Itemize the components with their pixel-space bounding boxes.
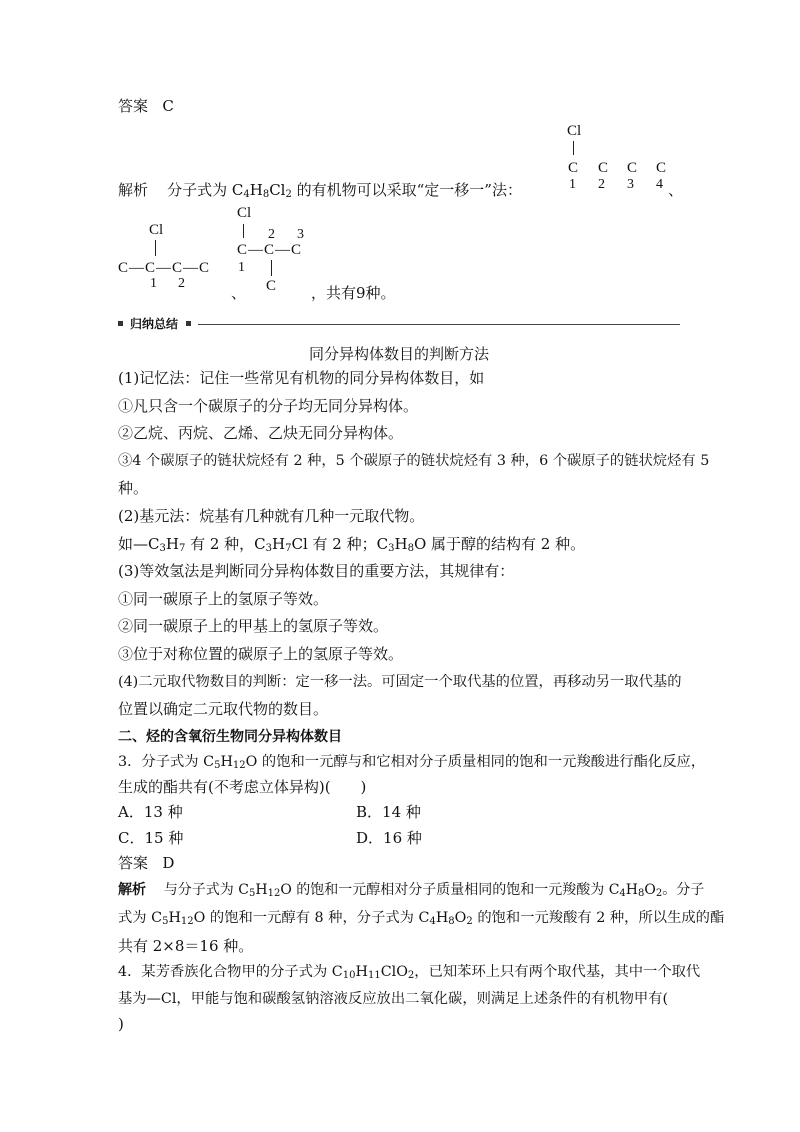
carbon-atom: C	[627, 160, 638, 176]
subscript: 3	[265, 543, 273, 554]
subscript: 12	[180, 916, 194, 927]
subscript: 8	[638, 888, 645, 899]
text-span: H	[165, 535, 179, 553]
subscript: 8	[448, 916, 455, 927]
summary-line: (4)二元取代物数目的判断：定一移一法。可固定一个取代基的位置，再移动另一取代基的	[118, 674, 682, 690]
analysis-text: H	[249, 181, 263, 199]
position-number: 4	[656, 177, 663, 192]
bond-line	[155, 240, 156, 256]
bond-line	[573, 141, 574, 155]
text-span: 如—C	[118, 535, 160, 553]
text-span: 有 2 种，C	[185, 535, 266, 553]
question-4-line: 基为—Cl，甲能与饱和碳酸氢钠溶液反应放出二氧化碳，则满足上述条件的有机物甲有(	[118, 991, 669, 1007]
text-span: 式为 C	[118, 910, 163, 926]
text-span: 的饱和一元羧酸有 2 种，所以生成的酯	[472, 910, 725, 926]
subscript: 5	[248, 888, 256, 899]
option-c: C．15 种	[118, 829, 184, 847]
subscript: 3	[388, 543, 395, 554]
text-span: 与分子式为 C	[163, 882, 249, 898]
subscript: 12	[232, 760, 246, 771]
question-4-line: )	[118, 1015, 124, 1033]
summary-line: 种。	[118, 479, 149, 497]
subscript: 8	[262, 189, 270, 200]
summary-line: ①凡只含一个碳原子的分子均无同分异构体。	[118, 397, 419, 415]
carbon-chain: C—C—C	[237, 242, 303, 258]
separator: 、	[231, 284, 247, 302]
text-span: 。分子	[662, 882, 705, 898]
text-span: O 的饱和一元醇相对分子质量相同的饱和一元羧酸为 C	[280, 882, 620, 898]
summary-line: ②乙烷、丙烷、乙烯、乙炔无同分异构体。	[118, 424, 404, 442]
summary-line: (1)记忆法：记住一些常见有机物的同分异构体数目，如	[118, 369, 485, 387]
answer-value: C	[162, 97, 174, 115]
subscript: 2	[466, 916, 473, 927]
answer-line	[118, 853, 174, 873]
analysis-text: 的有机物可以采取“定一移一”法：	[291, 181, 522, 199]
summary-line: (2)基元法：烷基有几种就有几种一元取代物。	[118, 507, 425, 525]
answer-value: D	[162, 854, 175, 872]
text-span: ClO	[380, 964, 408, 980]
text-span: H	[435, 910, 449, 926]
subscript: 7	[285, 543, 292, 554]
summary-line: (3)等效氢法是判断同分异构体数目的重要方法，其规律有：	[118, 562, 515, 580]
carbon-atom: C	[568, 160, 579, 176]
section-heading: 二、烃的含氧衍生物同分异构体数目	[118, 729, 342, 745]
text-span: 4．某芳香族化合物甲的分子式为 C	[118, 964, 343, 980]
text-span: ，已知苯环上只有两个取代基，其中一个取代	[414, 964, 701, 980]
position-number: 3	[627, 177, 634, 192]
analysis-label: 解析	[118, 181, 149, 199]
analysis-label: 解析	[118, 882, 146, 898]
text-span: 3．分子式为 C	[118, 754, 215, 770]
position-number: 3	[297, 227, 304, 242]
bond-line	[243, 224, 244, 238]
summary-line: ③4 个碳原子的链状烷烃有 2 种，5 个碳原子的链状烷烃有 3 种，6 个碳原子的链状烷烃有 5	[118, 453, 710, 469]
analysis-line	[118, 880, 704, 900]
subscript: 8	[407, 543, 414, 554]
subscript: 5	[214, 760, 221, 771]
position-number: 1	[150, 276, 157, 291]
subscript: 2	[285, 189, 292, 200]
subscript: 4	[243, 189, 250, 200]
chlorine-atom: Cl	[149, 222, 164, 238]
option-a: A．13 种	[118, 803, 183, 821]
summary-line: ③位于对称位置的碳原子上的氢原子等效。	[118, 645, 404, 663]
answer-line	[118, 96, 174, 116]
subscript: 2	[407, 970, 415, 981]
summary-line: ②同一碳原子上的甲基上的氢原子等效。	[118, 617, 389, 635]
answer-label: 答案	[118, 854, 149, 872]
summary-title: 同分异构体数目的判断方法	[308, 345, 489, 363]
total-count: ，共有9种。	[311, 284, 396, 302]
option-b: B．14 种	[356, 803, 421, 821]
analysis-line	[118, 180, 522, 200]
text-span: Cl 有 2 种；C	[291, 535, 389, 553]
position-number: 2	[268, 227, 275, 242]
subscript: 2	[655, 888, 663, 899]
subscript: 12	[267, 888, 281, 899]
text-span: H	[355, 964, 368, 980]
text-span: O 属于醇的结构有 2 种。	[413, 535, 586, 553]
position-number: 1	[569, 177, 576, 192]
carbon-atom: C	[598, 160, 609, 176]
carbon-atom: C	[656, 160, 667, 176]
position-number: 1	[238, 260, 245, 275]
summary-header: 归纳总结	[130, 317, 179, 331]
position-number: 2	[178, 276, 185, 291]
chlorine-atom: Cl	[237, 205, 252, 221]
carbon-chain: C—C—C—C	[118, 260, 211, 276]
summary-line: 位置以确定二元取代物的数目。	[118, 700, 329, 718]
summary-header-bar	[118, 316, 680, 332]
analysis-text: Cl	[269, 181, 286, 199]
subscript: 11	[367, 970, 381, 981]
text-span: H	[168, 910, 181, 926]
divider	[198, 324, 680, 325]
text-span: H	[625, 882, 638, 898]
text-span: O 的饱和一元醇与和它相对分子质量相同的饱和一元羧酸进行酯化反应，	[245, 754, 706, 770]
subscript: 4	[619, 888, 626, 899]
text-span: H	[272, 535, 286, 553]
chlorine-atom: Cl	[567, 123, 582, 139]
subscript: 7	[178, 543, 186, 554]
analysis-line	[118, 908, 724, 928]
analysis-text: 分子式为 C	[167, 181, 244, 199]
subscript: 5	[162, 916, 169, 927]
position-number: 2	[598, 177, 605, 192]
text-span: H	[255, 882, 268, 898]
option-d: D．16 种	[356, 829, 422, 847]
bullet-square	[186, 321, 191, 326]
summary-formula-line	[118, 534, 585, 554]
bullet-square	[118, 321, 123, 326]
text-span: H	[394, 535, 408, 553]
analysis-line: 共有 2×8＝16 种。	[118, 937, 254, 955]
text-span: O	[454, 910, 467, 926]
question-3-line: 生成的酯共有(不考虑立体异构)( )	[118, 778, 367, 796]
carbon-atom: C	[266, 278, 277, 294]
text-span: O	[644, 882, 656, 898]
subscript: 3	[159, 543, 166, 554]
subscript: 4	[429, 916, 436, 927]
answer-label: 答案	[118, 97, 149, 115]
question-3-line	[118, 752, 705, 772]
subscript: 10	[342, 970, 356, 981]
text-span: H	[220, 754, 233, 770]
summary-line: ①同一碳原子上的氢原子等效。	[118, 590, 329, 608]
text-span: O 的饱和一元醇有 8 种，分子式为 C	[193, 910, 430, 926]
question-4-line	[118, 962, 700, 982]
separator: 、	[668, 181, 684, 199]
bond-line	[271, 260, 272, 276]
